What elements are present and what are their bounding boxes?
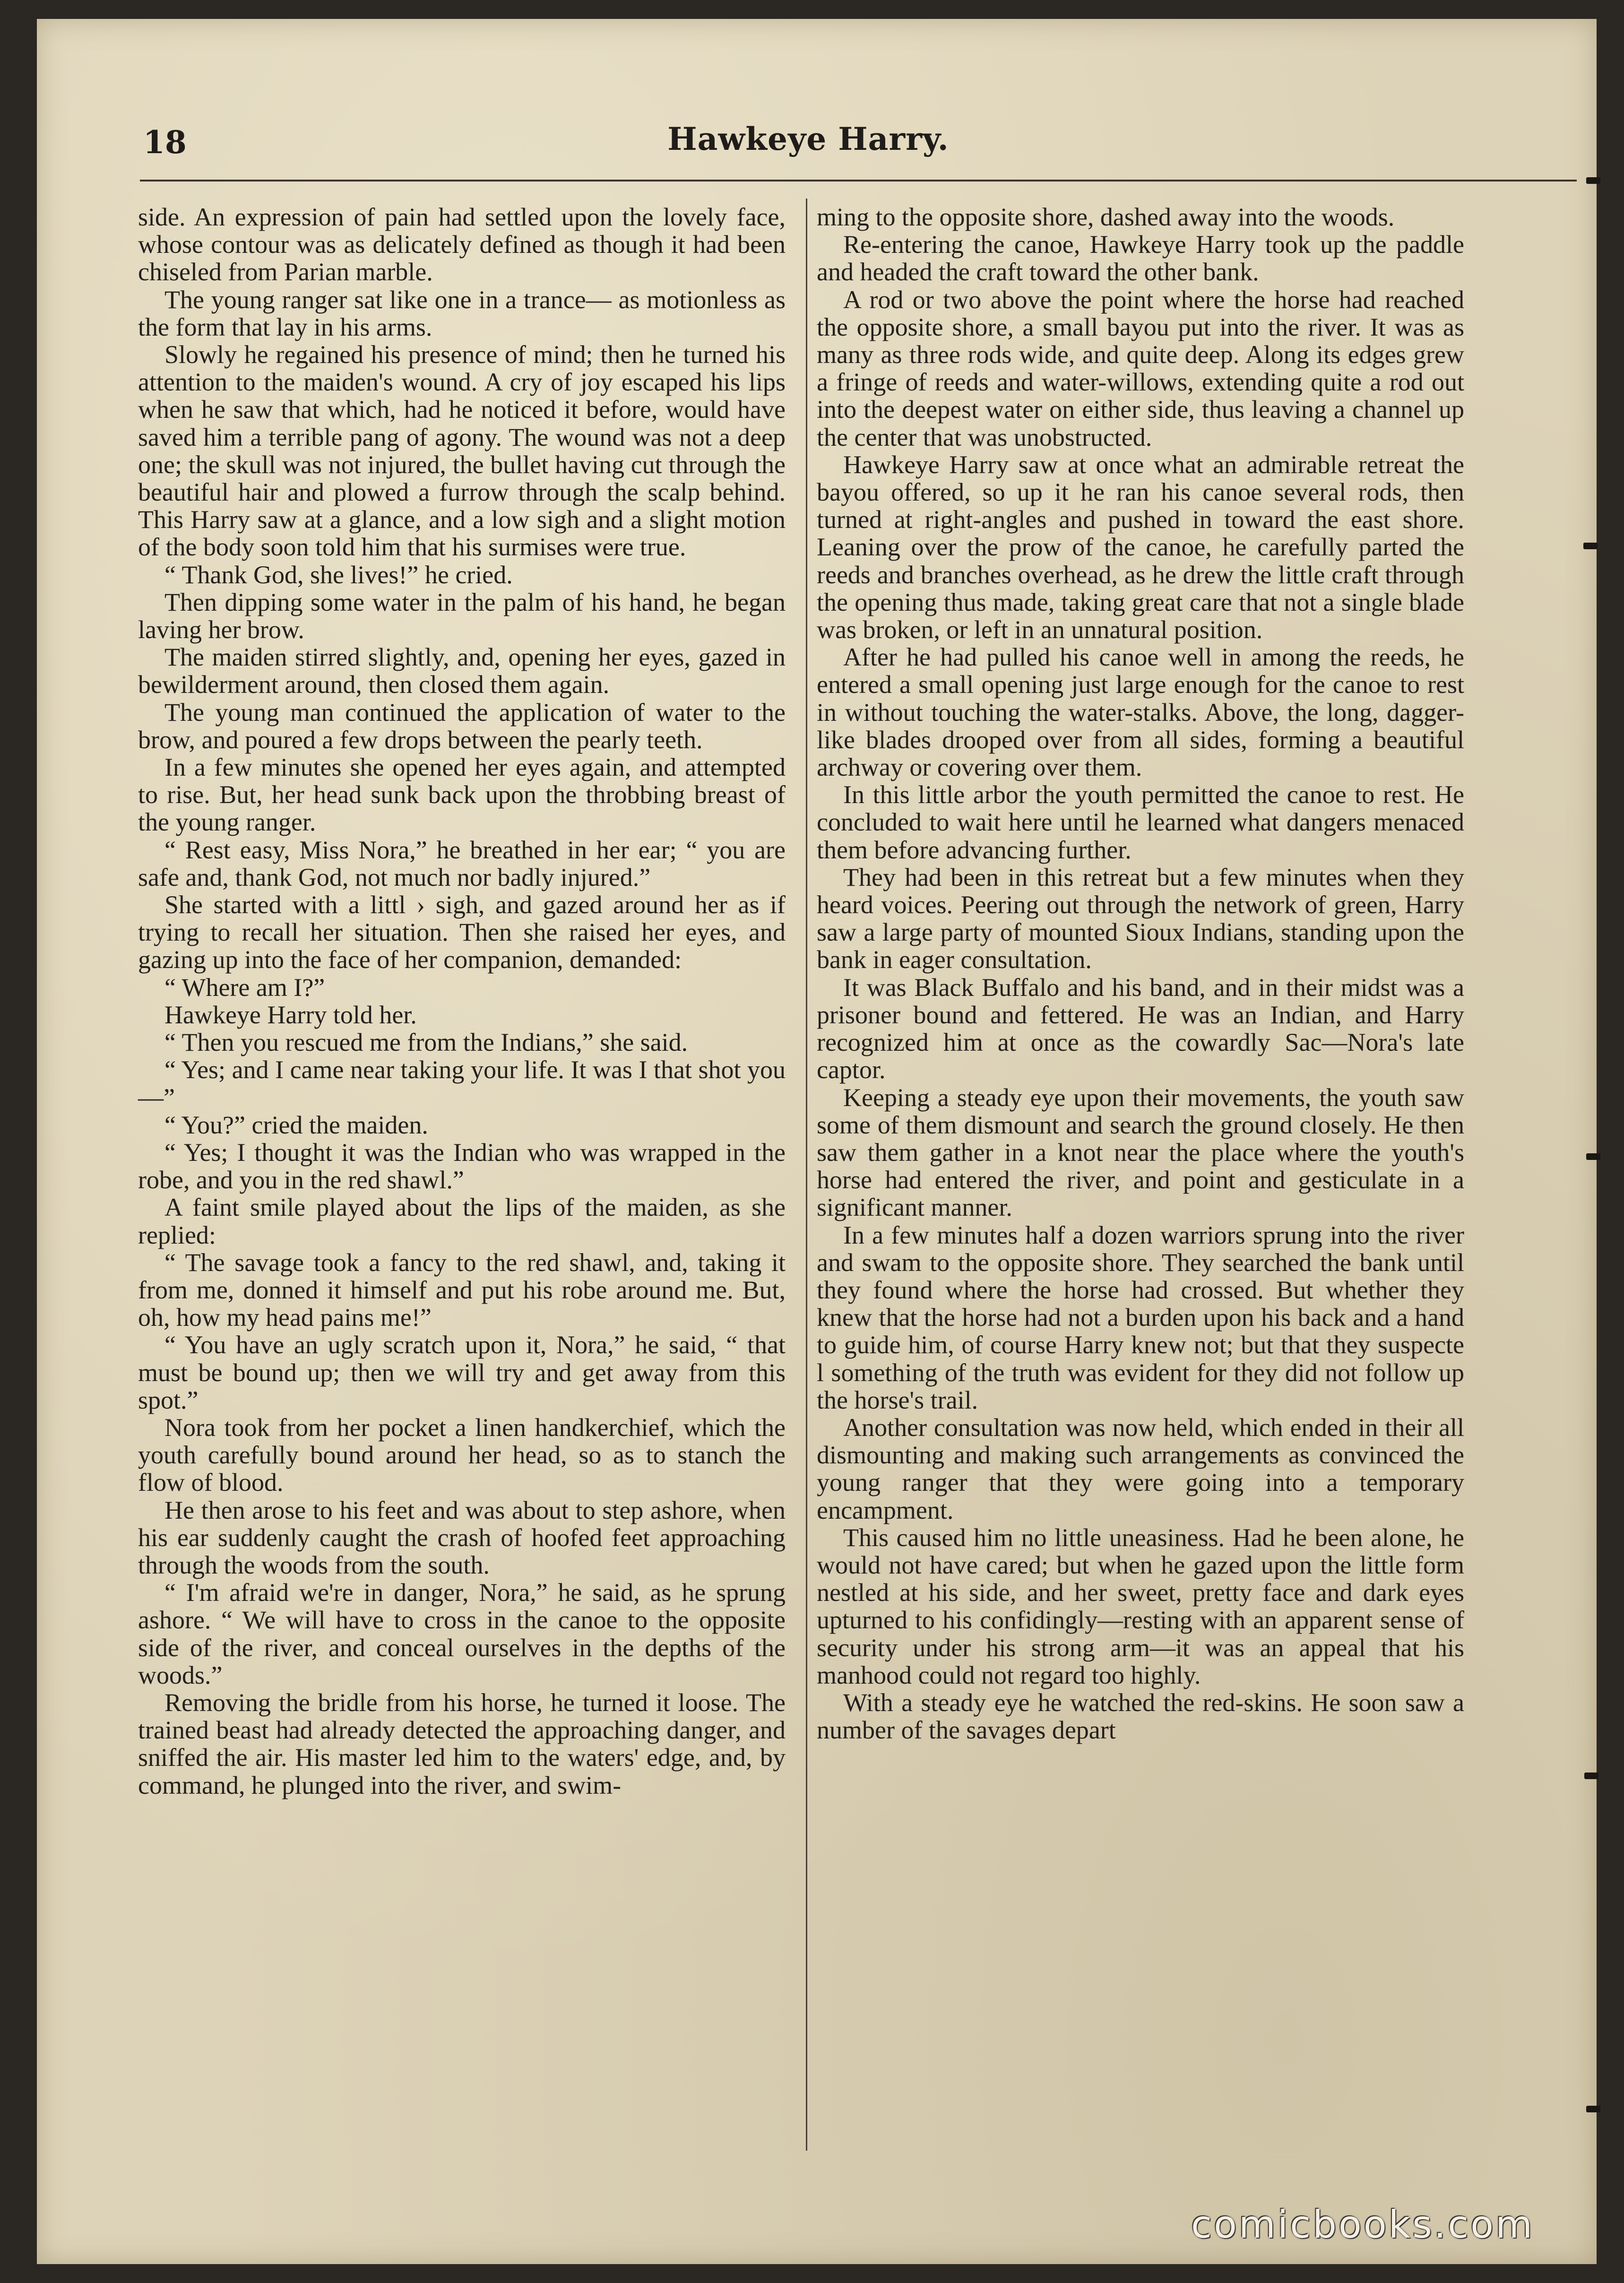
binding-mark — [1583, 543, 1598, 549]
watermark: comicbooks.com — [1191, 2203, 1535, 2247]
paragraph: “ Thank God, she lives!” he cried. — [164, 560, 513, 589]
paragraph: In this little arbor the youth permitted the canoe to rest. He concluded to wait here until he learned what dangers menaced them before advancing further. — [817, 780, 1464, 864]
paragraph: In a few minutes half a dozen warriors sprung into the river and swam to the opposite shore. They searched the bank until they found where the horse had crossed. But whether they knew that the horse had not a burden upon his back and a hand to guide him, of course Harry knew not; but that they suspecte l something of the truth was evident for they did not follow up the horse's trail. — [817, 1220, 1464, 1414]
paragraph: It was Black Buffalo and his band, and in their midst was a prisoner bound and fettered. He was an Indian, and Harry recognized him at once as the cowardly Sac—Nora's late captor. — [817, 973, 1464, 1084]
column-divider — [806, 199, 807, 2151]
paragraph: This caused him no little uneasiness. Had he been alone, he would not have cared; but when he gazed upon the little form nestled at his side, and her sweet, pretty face and dark eyes upturned to his confidingly—resting with an apparent sense of security under his strong arm—it was an appeal that his manhood could not regard too highly. — [817, 1523, 1464, 1689]
paragraph: Another consultation was now held, which ended in their all dismounting and making such arrangements as convinced the young ranger that they were going into a temporary encampment. — [817, 1413, 1464, 1524]
paragraph: “ Yes; I thought it was the Indian who was wrapped in the robe, and you in the red shawl.” — [138, 1138, 786, 1194]
paragraph: “ I'm afraid we're in danger, Nora,” he said, as he sprung ashore. “ We will have to cross in the canoe to the opposite side of the river, and conceal ourselves in the depths of the woods.” — [138, 1578, 786, 1689]
paragraph: Removing the bridle from his horse, he turned it loose. The trained beast had already detected the approaching danger, and sniffed the air. His master led him to the waters' edge, and, by command, he plunged into the river, and swim- — [138, 1688, 786, 1799]
paragraph: ming to the opposite shore, dashed away into the woods. — [817, 203, 1395, 231]
binding-mark — [1584, 1773, 1598, 1779]
paragraph: Hawkeye Harry told her. — [164, 1000, 417, 1029]
binding-mark — [1586, 1153, 1600, 1160]
paragraph: A faint smile played about the lips of the maiden, as she replied: — [138, 1193, 786, 1249]
paragraph: “ Yes; and I came near taking your life. It was I that shot you—” — [138, 1055, 786, 1112]
paragraph: The young man continued the application of water to the brow, and poured a few drops between the pearly teeth. — [138, 698, 786, 754]
paragraph: With a steady eye he watched the red-skins. He soon saw a number of the savages depart — [817, 1688, 1464, 1745]
header-rule — [140, 180, 1577, 182]
paragraph: She started with a littl › sigh, and gazed around her as if trying to recall her situation. Then she raised her eyes, and gazing up into the face of her companion, demanded: — [138, 891, 786, 974]
paragraph: He then arose to his feet and was about to step ashore, when his ear suddenly caught the crash of hoofed feet approaching through the woods from the south. — [138, 1496, 786, 1579]
paragraph: “ Where am I?” — [164, 973, 325, 1002]
paragraph: In a few minutes she opened her eyes again, and attempted to rise. But, her head sunk back upon the throbbing breast of the young ranger. — [138, 753, 786, 837]
paragraph: Nora took from her pocket a linen handkerchief, which the youth carefully bound around her head, so as to stanch the flow of blood. — [138, 1413, 786, 1497]
paragraph: They had been in this retreat but a few minutes when they heard voices. Peering out through the network of green, Harry saw a large party of mounted Sioux Indians, standing upon the bank in eager consultation. — [817, 863, 1464, 974]
binding-mark — [1586, 2106, 1600, 2112]
paragraph: Hawkeye Harry saw at once what an admirable retreat the bayou offered, so up it he ran his canoe several rods, then turned at right-angles and pushed in toward the east shore. Leaning over the prow of the canoe, he carefully parted the reeds and branches overhead, as he drew the little craft through the opening thus made, taking great care that not a single blade was broken, or left in an unnatural position. — [817, 450, 1464, 644]
paragraph: “ You?” cried the maiden. — [164, 1110, 428, 1139]
paragraph: side. An expression of pain had settled upon the lovely face, whose contour was as delicately defined as though it had been chiseled from Parian marble. — [138, 203, 786, 286]
paragraph: Keeping a steady eye upon their movements, the youth saw some of them dismount and search the ground closely. He then saw them gather in a knot near the place where the youth's horse had entered the river, and point and gesticulate in a significant manner. — [817, 1083, 1464, 1222]
running-title: Hawkeye Harry. — [667, 121, 949, 157]
paragraph: Re-entering the canoe, Hawkeye Harry took up the paddle and headed the craft toward the other bank. — [817, 230, 1464, 286]
paragraph: “ The savage took a fancy to the red shawl, and, taking it from me, donned it himself and put his robe around me. But, oh, how my head pains me!” — [138, 1248, 786, 1332]
binding-mark — [1586, 177, 1600, 184]
paragraph: Slowly he regained his presence of mind; then he turned his attention to the maiden's wound. A cry of joy escaped his lips when he saw that which, had he noticed it before, would have saved him a terrible pang of agony. The wound was not a deep one; the skull was not injured, the bullet having cut through the beautiful hair and plowed a furrow through the scalp behind. This Harry saw at a glance, and a low sigh and a slight motion of the body soon told him that his surmises were true. — [138, 340, 786, 562]
page-number: 18 — [143, 124, 187, 161]
paragraph: “ Rest easy, Miss Nora,” he breathed in her ear; “ you are safe and, thank God, not much nor badly injured.” — [138, 835, 786, 891]
paragraph: “ Then you rescued me from the Indians,” she said. — [164, 1028, 688, 1057]
left-column — [138, 203, 786, 1799]
paragraph: After he had pulled his canoe well in among the reeds, he entered a small opening just large enough for the canoe to rest in without touching the water-stalks. Above, the long, dagger-like blades drooped over from all sides, forming a beautiful archway or covering over them. — [817, 643, 1464, 782]
paragraph: Then dipping some water in the palm of his hand, he began laving her brow. — [138, 588, 786, 644]
right-column — [817, 203, 1464, 1744]
paragraph: “ You have an ugly scratch upon it, Nora,” he said, “ that must be bound up; then we will try and get away from this spot.” — [138, 1331, 786, 1414]
paragraph: The young ranger sat like one in a trance— as motionless as the form that lay in his arms. — [138, 285, 786, 341]
paragraph: The maiden stirred slightly, and, opening her eyes, gazed in bewilderment around, then closed them again. — [138, 643, 786, 699]
paragraph: A rod or two above the point where the horse had reached the opposite shore, a small bayou put into the river. It was as many as three rods wide, and quite deep. Along its edges grew a fringe of reeds and water-willows, extending quite a rod out into the deepest water on either side, thus leaving a channel up the center that was unobstructed. — [817, 285, 1464, 451]
